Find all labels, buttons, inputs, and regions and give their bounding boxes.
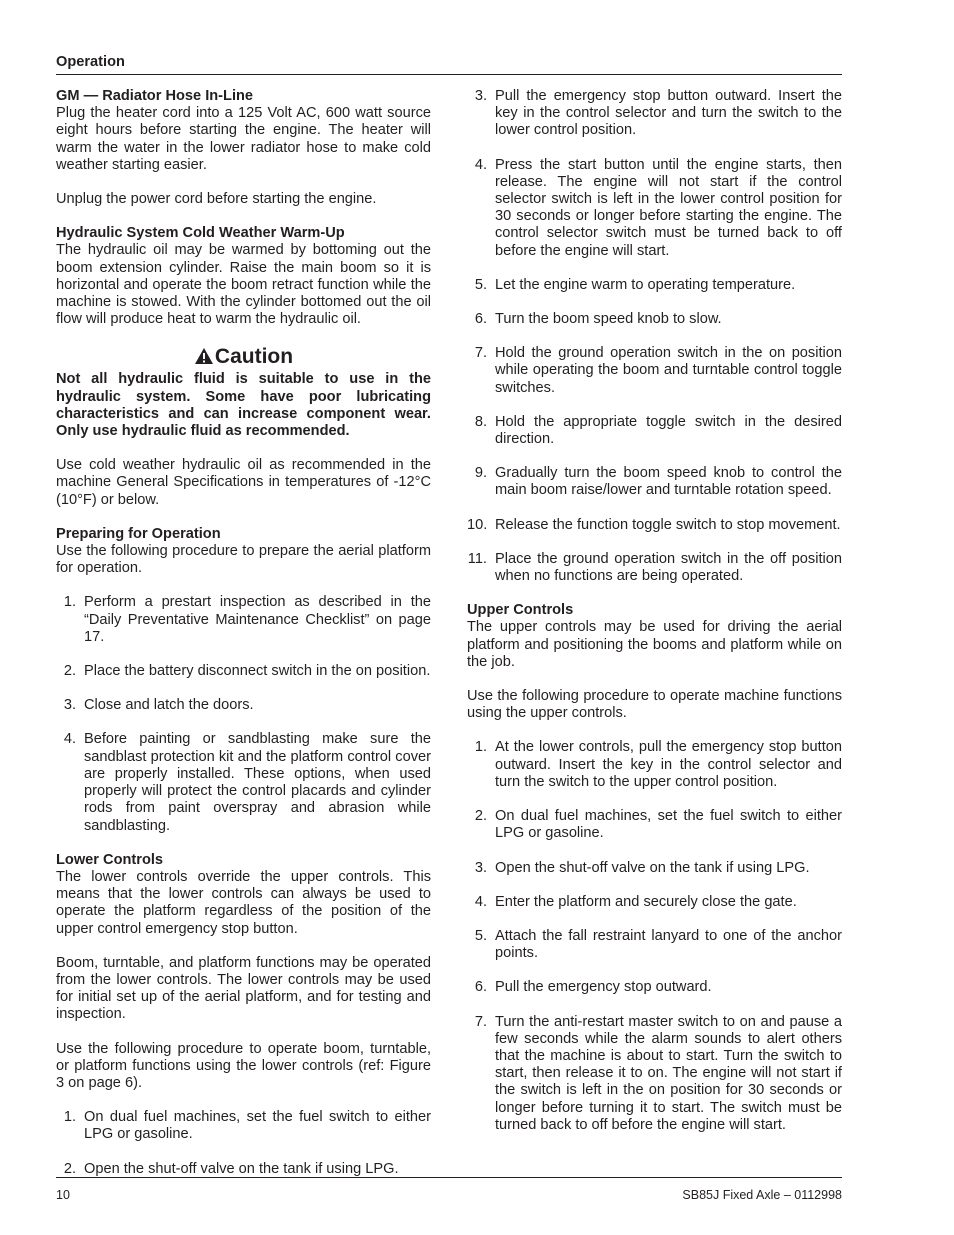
step-number: 5. bbox=[474, 276, 487, 293]
step-number: 2. bbox=[474, 808, 487, 825]
list-item bbox=[56, 731, 431, 834]
step-number: 8. bbox=[474, 413, 487, 430]
step-number: 2. bbox=[63, 663, 76, 680]
cold-oil-paragraph: Use cold weather hydraulic oil as recommended in the machine General Specifications in temperatures of -12°C (10°F) or below. bbox=[56, 457, 431, 508]
step-number: 1. bbox=[63, 1109, 76, 1126]
list-item bbox=[467, 517, 842, 534]
list-item bbox=[467, 465, 842, 499]
step-text: On dual fuel machines, set the fuel switch to either LPG or gasoline. bbox=[495, 808, 842, 842]
hydraulic-heading: Hydraulic System Cold Weather Warm-Up bbox=[56, 225, 345, 242]
upper-controls-heading: Upper Controls bbox=[467, 602, 574, 619]
list-item bbox=[467, 88, 842, 140]
step-number: 5. bbox=[474, 927, 487, 944]
right-column bbox=[467, 88, 842, 1151]
step-number: 9. bbox=[474, 465, 487, 482]
step-text: Release the function toggle switch to stop movement. bbox=[495, 516, 841, 533]
list-item bbox=[467, 894, 842, 911]
list-item bbox=[467, 739, 842, 791]
step-text: Close and latch the doors. bbox=[84, 697, 254, 714]
lower-controls-heading: Lower Controls bbox=[56, 851, 164, 868]
lower-controls-paragraph-2: Boom, turntable, and platform functions may be operated from the lower controls. The lower controls may be used for initial set up of the aerial platform, and for testing and inspection. bbox=[56, 954, 431, 1023]
step-number: 4. bbox=[474, 156, 487, 173]
step-number: 3. bbox=[63, 697, 76, 714]
step-text: Open the shut-off valve on the tank if using LPG. bbox=[84, 1160, 399, 1177]
step-text: Enter the platform and securely close the gate. bbox=[495, 893, 797, 910]
caution-title: Caution bbox=[214, 345, 294, 369]
list-item bbox=[467, 157, 842, 260]
step-text: Place the ground operation switch in the off position when no functions are being operated. bbox=[495, 550, 842, 585]
step-text: Turn the boom speed knob to slow. bbox=[495, 311, 722, 328]
step-number: 4. bbox=[63, 731, 76, 748]
step-text: Hold the appropriate toggle switch in the desired direction. bbox=[495, 413, 842, 448]
document-id: SB85J Fixed Axle – 0112998 bbox=[682, 1188, 842, 1202]
list-item bbox=[56, 663, 431, 680]
list-item bbox=[467, 928, 842, 962]
lower-controls-steps bbox=[56, 1109, 431, 1178]
step-number: 6. bbox=[474, 311, 487, 328]
step-text: Perform a prestart inspection as described in the “Daily Preventative Maintenance Checklist” on page 17. bbox=[84, 594, 431, 645]
preparing-intro: Use the following procedure to prepare the aerial platform for operation. bbox=[56, 543, 431, 577]
lower-controls-paragraph-3: Use the following procedure to operate boom, turntable, or platform functions using the lower controls (ref: Figure 3 on page 6). bbox=[56, 1040, 431, 1091]
step-number: 3. bbox=[474, 88, 487, 104]
step-number: 6. bbox=[474, 979, 487, 996]
step-number: 10. bbox=[467, 516, 488, 533]
footer-rule bbox=[56, 1177, 842, 1178]
step-text: Turn the anti-restart master switch to on and pause a few seconds while the alarm sounds to alert others that the machine is about to start. Turn the switch to start, then release it to on. The engine will not start if the switch is left in the on position for 30 seconds or longer before turning it to start. The switch must be turned back to off before the engine will start. bbox=[495, 1013, 842, 1133]
step-text: Before painting or sandblasting make sure the sandblast protection kit and the platform control cover are properly installed. These options, when used properly will protect the control placards and cylinder rods from paint overspray and abrasion while sandblasting. bbox=[84, 731, 431, 834]
list-item bbox=[56, 697, 431, 714]
step-text: Hold the ground operation switch in the on position while operating the boom and turntable control toggle switches. bbox=[495, 345, 842, 396]
step-text: On dual fuel machines, set the fuel switch to either LPG or gasoline. bbox=[84, 1109, 431, 1143]
list-item bbox=[56, 1109, 431, 1143]
section-header: Operation bbox=[56, 54, 125, 70]
step-text: Gradually turn the boom speed knob to control the main boom raise/lower and turntable rotation speed. bbox=[495, 465, 842, 499]
list-item bbox=[467, 551, 842, 585]
step-number: 2. bbox=[63, 1160, 76, 1177]
upper-controls-paragraph-2: Use the following procedure to operate machine functions using the upper controls. bbox=[467, 688, 842, 722]
preparing-heading: Preparing for Operation bbox=[56, 525, 221, 542]
step-number: 1. bbox=[474, 739, 487, 756]
list-item bbox=[467, 979, 842, 996]
step-text: Let the engine warm to operating temperature. bbox=[495, 276, 796, 293]
step-number: 1. bbox=[63, 594, 76, 611]
caution-heading bbox=[56, 345, 431, 369]
lower-controls-steps-continued bbox=[467, 88, 842, 585]
upper-controls-steps bbox=[467, 739, 842, 1133]
page-number: 10 bbox=[56, 1188, 70, 1202]
hydraulic-paragraph: The hydraulic oil may be warmed by bottoming out the boom extension cylinder. Raise the main boom so it is horizontal and operate the boom retract function while the machine is stowed. With the cylinder bottomed out the oil flow will produce heat to warm the hydraulic oil. bbox=[56, 242, 431, 328]
step-text: Press the start button until the engine starts, then release. The engine will not start if the control selector switch is left in the lower control position for 30 seconds or longer before starting the engine. The control selector switch must be turned back to off before the engine will start. bbox=[495, 156, 842, 259]
header-rule bbox=[56, 74, 842, 75]
caution-text: Not all hydraulic fluid is suitable to use in the hydraulic system. Some have poor lubricating characteristics and can increase component wear. Only use hydraulic fluid as recommended. bbox=[56, 371, 431, 440]
step-text: Attach the fall restraint lanyard to one of the anchor points. bbox=[495, 927, 842, 962]
step-text: Pull the emergency stop button outward. Insert the key in the control selector and turn the switch to the lower control position. bbox=[495, 88, 842, 139]
list-item bbox=[56, 1161, 431, 1178]
step-number: 3. bbox=[474, 859, 487, 876]
list-item bbox=[467, 1014, 842, 1134]
step-number: 7. bbox=[474, 345, 487, 362]
preparing-steps bbox=[56, 594, 431, 834]
warning-triangle-icon bbox=[194, 347, 214, 365]
radiator-paragraph-1: Plug the heater cord into a 125 Volt AC, 600 watt source eight hours before starting the engine. The heater will warm the water in the lower radiator hose to make cold weather starting easier. bbox=[56, 105, 431, 173]
list-item bbox=[467, 277, 842, 294]
step-text: At the lower controls, pull the emergency stop button outward. Insert the key in the control selector and turn the switch to the upper control position. bbox=[495, 739, 842, 790]
step-text: Place the battery disconnect switch in the on position. bbox=[84, 663, 431, 680]
list-item bbox=[467, 414, 842, 448]
step-text: Open the shut-off valve on the tank if using LPG. bbox=[495, 859, 810, 876]
step-number: 7. bbox=[474, 1013, 487, 1030]
list-item bbox=[467, 345, 842, 397]
left-column bbox=[56, 88, 431, 1195]
list-item bbox=[467, 808, 842, 842]
radiator-paragraph-2: Unplug the power cord before starting the engine. bbox=[56, 191, 377, 208]
step-number: 11. bbox=[467, 550, 487, 567]
step-number: 4. bbox=[474, 893, 487, 910]
lower-controls-paragraph-1: The lower controls override the upper controls. This means that the lower controls can always be used to operate the platform regardless of the position of the upper control emergency stop button. bbox=[56, 868, 431, 937]
list-item bbox=[56, 594, 431, 646]
upper-controls-paragraph-1: The upper controls may be used for driving the aerial platform and positioning the booms and platform while on the job. bbox=[467, 619, 842, 670]
step-text: Pull the emergency stop outward. bbox=[495, 979, 712, 996]
radiator-heading: GM — Radiator Hose In-Line bbox=[56, 88, 254, 104]
list-item bbox=[467, 311, 842, 328]
list-item bbox=[467, 860, 842, 877]
